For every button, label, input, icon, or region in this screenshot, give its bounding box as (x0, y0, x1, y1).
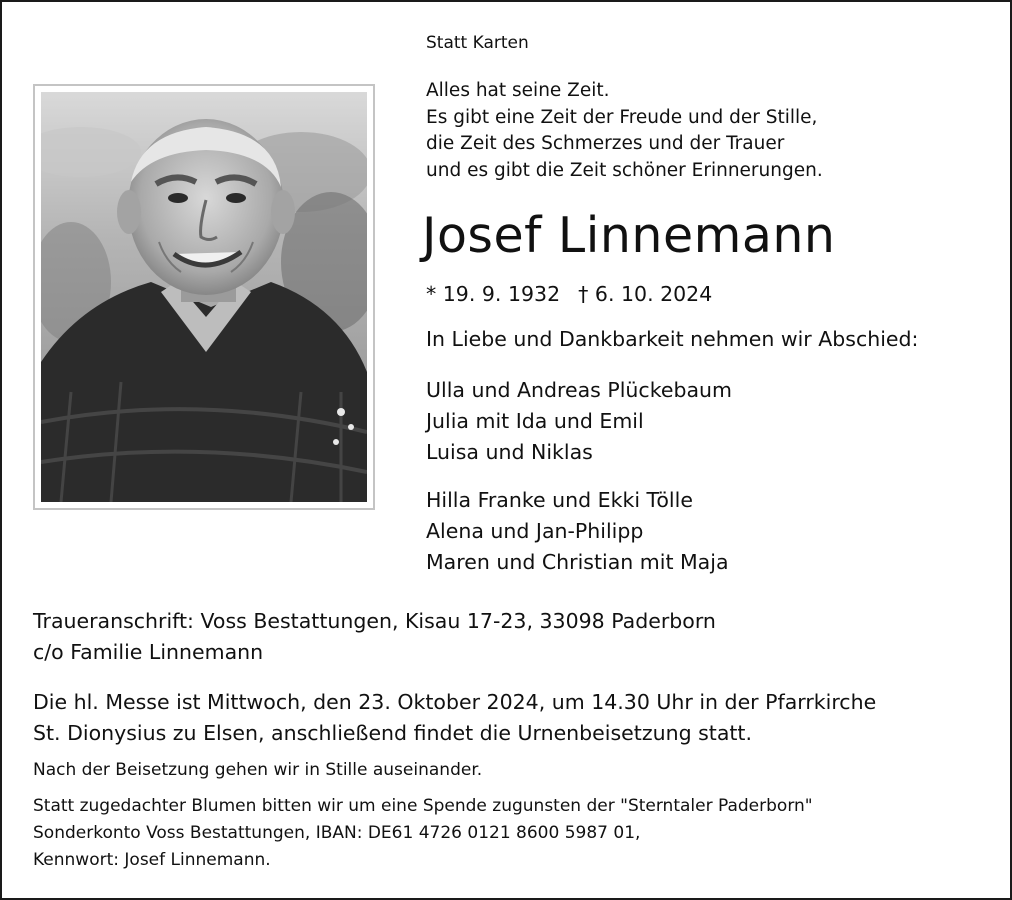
donation-info (33, 793, 813, 874)
poem-line: die Zeit des Schmerzes und der Trauer (426, 133, 785, 154)
donation-line: Sonderkonto Voss Bestattungen, IBAN: DE61 4726 0121 8600 5987 01, (33, 823, 641, 843)
life-dates (426, 282, 712, 306)
service-info (33, 687, 876, 749)
address-line: Traueranschrift: Voss Bestattungen, Kisau 17-23, 33098 Paderborn (33, 609, 716, 633)
service-line: Die hl. Messe ist Mittwoch, den 23. Oktober 2024, um 14.30 Uhr in der Pfarrkirche (33, 690, 877, 714)
address-line: c/o Familie Linnemann (33, 640, 264, 664)
farewell-intro: In Liebe und Dankbarkeit nehmen wir Abschied: (426, 327, 919, 351)
mourner-line: Maren und Christian mit Maja (426, 550, 729, 574)
mourner-line: Luisa und Niklas (426, 440, 593, 464)
statt-karten-label: Statt Karten (426, 33, 529, 53)
portrait-photo (41, 92, 367, 502)
donation-line: Kennwort: Josef Linnemann. (33, 850, 271, 870)
mourner-line: Ulla und Andreas Plückebaum (426, 378, 732, 402)
mourners-group-1 (426, 375, 732, 468)
poem-line: Es gibt eine Zeit der Freude und der Stille, (426, 106, 818, 128)
after-burial-note: Nach der Beisetzung gehen wir in Stille auseinander. (33, 760, 483, 780)
deceased-name: Josef Linnemann (422, 207, 836, 264)
mourner-line: Hilla Franke und Ekki Tölle (426, 488, 693, 512)
birth-date: * 19. 9. 1932 (426, 282, 561, 306)
mourners-group-2 (426, 485, 729, 578)
mourning-address (33, 606, 716, 668)
service-line: St. Dionysius zu Elsen, anschließend findet die Urnenbeisetzung statt. (33, 721, 752, 745)
poem (426, 78, 823, 184)
poem-line: und es gibt die Zeit schöner Erinnerungen. (426, 159, 823, 181)
poem-line: Alles hat seine Zeit. (426, 80, 610, 101)
mourner-line: Julia mit Ida und Emil (426, 409, 644, 433)
death-date: † 6. 10. 2024 (578, 282, 713, 306)
portrait-photo-icon (41, 92, 367, 502)
mourner-line: Alena und Jan-Philipp (426, 519, 644, 543)
portrait-photo-frame (33, 84, 375, 510)
donation-line: Statt zugedachter Blumen bitten wir um eine Spende zugunsten der "Sterntaler Paderborn" (33, 796, 813, 816)
